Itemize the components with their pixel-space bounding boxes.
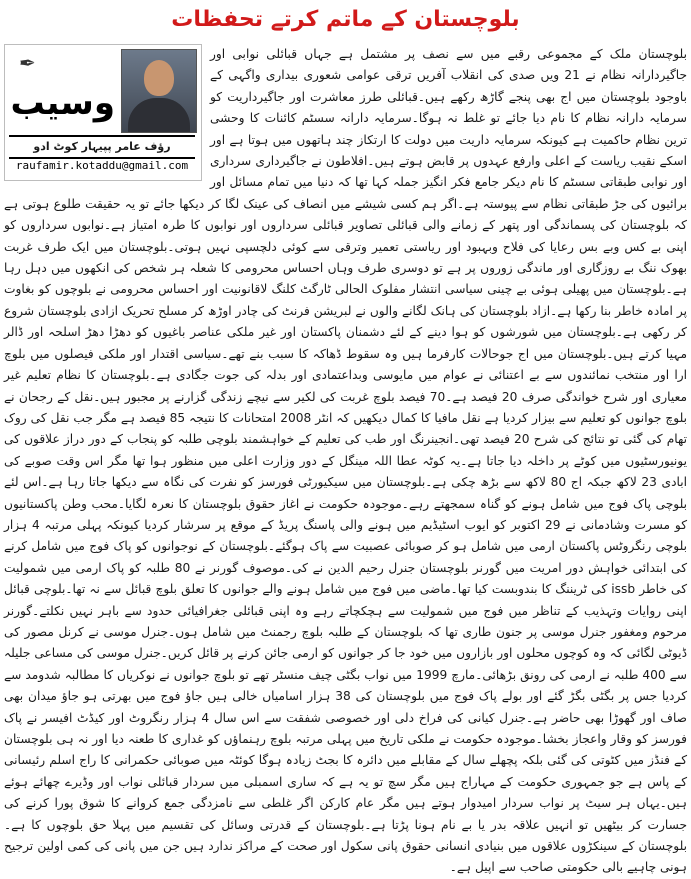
column-logo-word: وسیب — [10, 83, 115, 123]
article-paragraph: بلوچستان ملک کے مجموعی رقبے میں سے نصف پر مشتمل ہے جہاں قبائلی نوابی اور جاگیردارانہ نظام نے 21 ویں صدی کی انقلاب آفریں ترقی عوامی شعوری بیداری واگہی کے باوجود بلوچستان میں اج بھی پنجے گاڑھ رکھے ہیں۔قبائلی طرز معاشرت اور جاگیرداریت کو سرمایہ دارانہ نظام کا نام دیا جائے تو غلط نہ ہوگا۔سرمایہ دارانہ سسٹم کائنات کا وحشی ترین نظام حاکمیت ہے کیونکہ سرمایہ داریت میں دولت کا ارتکاز چند ہاتھوں میں ہوتا ہے اور اسکے نقیب ریاست کے اعلی وارفع عہدوں پر قابض ہوتے ہیں۔افلاطون نے جاگیرداری سرداری اور نوابی طبقاتی سسٹم کا نام دیکر جامع فکر انگیز جملہ کہا تھا کہ دنیا میں تمام مسائل اور برائیوں کی جڑ طبقاتی نظام سے پیوستہ ہے۔اگر ہم کسی شیشے میں انصاف کی عینک لگا کر دیکھا جائے تو یہ حقیقت طلوع ہوتی ہے کہ بلوچستان کی پسماندگی اور پتھر کے زمانے والی قبائلی تصاویر قبائلی سرداروں اور نوابوں کا طرہ امتیاز ہے۔نوابوں سرداروں کو اپنی بے کس وبے بس رعایا کی فلاح وبہبود اور ریاستی تعمیر وترقی سے کوئی دلچسپی نہیں ہوتی۔بلوچستان میں ایک طرف غربت بھوک ننگ بے روزگاری اور ماندگی زوروں پر ہے تو دوسری طرف وہاں احساس محرومی کا شعلہ ہر شخص کی انکھوں میں دہل رہا ہے۔بلوچستان میں پھیلی ہوئی بے چینی سیاسی انتشار مفلوک الحالی ٹارگٹ کلنگ لاقانونیت اور احساس محرومی نے بلوچوں کو بغاوت پر امادہ خاطر بنا رکھا ہے۔ازاد بلوچستان کی ہانک لگانے والوں نے لبریشن فرنٹ کی چادر اوڑھ کر مسلح تحریک ازادی بلوچستان شروع کر رکھی ہے۔بلوچستان میں شورشوں کو ہوا دینے کے لئے دشمنان پاکستان اور غیر ملکی عناصر باغیوں کو دھڑا دھڑ اسلحہ اور ڈالر مہیا کرتے ہیں۔بلوچستان میں اج جوحالات کارفرما ہیں وہ سقوط ڈھاکہ کا سبب بنے تھے۔سیاسی اقتدار اور ملکی فیصلوں میں بلوچ ارا اور منتخب نمائندوں سے بے اعتنائی نے عوام میں مایوسی وبداعتمادی اور بدلہ کی جوت جگادی ہے۔بلوچستان کا نظام تعلیم غیر معیاری اور شرح خواندگی صرف 20 فیصد ہے۔70 فیصد بلوچ غربت کی لکیر سے نیچے زندگی گزارنے پر مجبور ہیں۔نقل کے رجحان نے بلوچ جوانوں کو تعلیم سے بیزار کردیا ہے نقل مافیا کا کمال دیکھیں کہ انٹر 2008 امتحانات کا نتیجہ 85 فیصد ہے مگر جب نقل کی روک تھام کی گئی تو نتائج کی شرح 20 فیصد تھی۔انجینرنگ اور طب کی تعلیم کے خواہشمند بلوچی طلبہ کو پنجاب کے دور دراز علاقوں کی یونیورسٹیوں میں کوٹے پر داخلہ دیا جاتا ہے۔یہ کوٹہ عطا اللہ مینگل کے دور وزارت اعلی میں منظور ہوا تھا مگر اس وقت صوبے کی ابادی 23 لاکھ جبکہ اج 80 لاکھ سے بڑھ چکی ہے۔بلوچستان میں سیکیورٹی فورسز کو نفرت کی نگاہ سے دیکھا جاتا رہا ہے۔اس لئے بلوچی پاک فوج میں شامل ہونے کو گناہ سمجھتے رہے۔موجودہ حکومت نے اغاز حقوق بلوچستان کا نعرہ لگایا۔محب وطن پاکستانیوں کو مسرت وشادمانی نے 29 اکتوبر کو ایوب اسٹیڈیم میں ہونے والی پاسنگ پریڈ کے موقع پر سرشار کردیا کیونکہ پہلی مرتبہ 4 ہزار بلوچی رنگروٹس پاکستان ارمی میں شامل ہو کر صوبائی عصبیت سے پاک ہوگئے۔بلوچستان کے نوجوانوں کو پاک فوج میں شامل کرنے کی ابتدائی خواہش دور امریت میں گورنر بلوچستان جنرل رحیم الدین نے کی۔موصوف گورنر نے 80 طلبہ کو پاک ارمی میں شمولیت کی خاطر issb کی ٹریننگ کا بندوبست کیا تھا۔ماضی میں فوج میں شامل ہونے والے جوانوں کا تعلق بلوچ قبائل سے نہ تھا۔بلوچی قبائل اپنی روایات وتہذیب کے تناظر میں فوج میں شمولیت سے ہچکچاتے رہے وہ اپنی قبائلی جغرافیائی حدود سے باہر نہیں نکلتے۔گورنر مرحوم ومغفور جنرل موسی پر جنون طاری تھا کہ بلوچستان کے طلبہ بلوچ رجمنٹ میں شامل ہوں۔جنرل موسی نے کرنل مصور کی ڈیوٹی لگائی کہ وہ کوچوں محلوں اور بازاروں میں خود جا کر جوانوں کو ارمی جائن کرنے پر قائل کریں۔جنرل موسی کی مساعی جلیلہ سے 400 طلبہ نے ارمی کی رونق بڑھائی۔مارچ 1999 میں نواب بگٹی چیف منسٹر تھے تو بلوچ جوانوں نے نوکریاں کا مطالبہ شدومد سے کردیا جس پر بگٹی بگڑ گئے اور بولے پاک فوج میں بلوچستان کی 38 ہزار اسامیاں خالی ہیں جاؤ فوج میں بھرتی ہو جاؤ میدان بھی صاف اور گھوڑا بھی حاضر ہے۔جنرل کیانی کی فراخ دلی اور خصوصی شفقت سے اس سال 4 ہزار رنگروٹ اور کیڈٹ افیسر نے پاک فورسز کو وقار واعجاز بخشا۔موجودہ حکومت نے ملکی تاریخ میں پہلی مرتبہ بلوچ رہنماؤں کو غداری کا طعنہ دیا اور نہ ہی بلوچستان کے فنڈز میں کٹوتی کی گئی بلکہ پچھلے سال کے مقابلے میں دائرہ کا بجٹ زیادہ ہوگا کوئٹہ میں صوبائی حکمرانی کا راج اسلم رئیسانی کے پاس ہے جو جمہوری حکومت کے مہاراج ہیں مگر سچ تو یہ ہے کہ ساری اسمبلی میں سردار قبائلی نواب اور وڈیرے چھائے ہوئے ہیں۔یہاں ہر سیٹ پر نواب سردار امیدوار ہوتے ہیں مگر عام کارکن اگر غلطی سے نامزدگی جمع کروانے کا شوق پورا کرنے کی جسارت کر بیٹھیں تو انہیں علاقہ بدر یا بے نام ہونا پڑتا ہے۔بلوچستان کے قدرتی وسائل کی تقسیم میں پہلا حق بلوچوں کا ہے۔بلوچستان کے سینکڑوں علاقوں میں بنیادی انسانی حقوق پانی سکول اور صحت کے مراکز ندارد ہیں جن میں پانی کی کمی اولین ترجیح ہونی چاہیے بالی حکومتی صاحب سے اپیل ہے۔ — [4, 47, 688, 875]
author-photo — [121, 49, 197, 133]
author-email: raufamir.kotaddu@gmail.com — [15, 159, 189, 172]
author-line: رؤف عامر پپیہار کوٹ ادو — [9, 135, 195, 159]
article-body — [4, 44, 688, 875]
column-byline-box — [4, 44, 202, 181]
column-logo — [11, 51, 115, 131]
author-head-shape — [144, 60, 174, 96]
headline: بلوچستان کے ماتم کرتے تحفظات — [171, 7, 520, 32]
author-body-shape — [128, 98, 190, 133]
pen-nib-icon: ✒ — [19, 51, 36, 75]
